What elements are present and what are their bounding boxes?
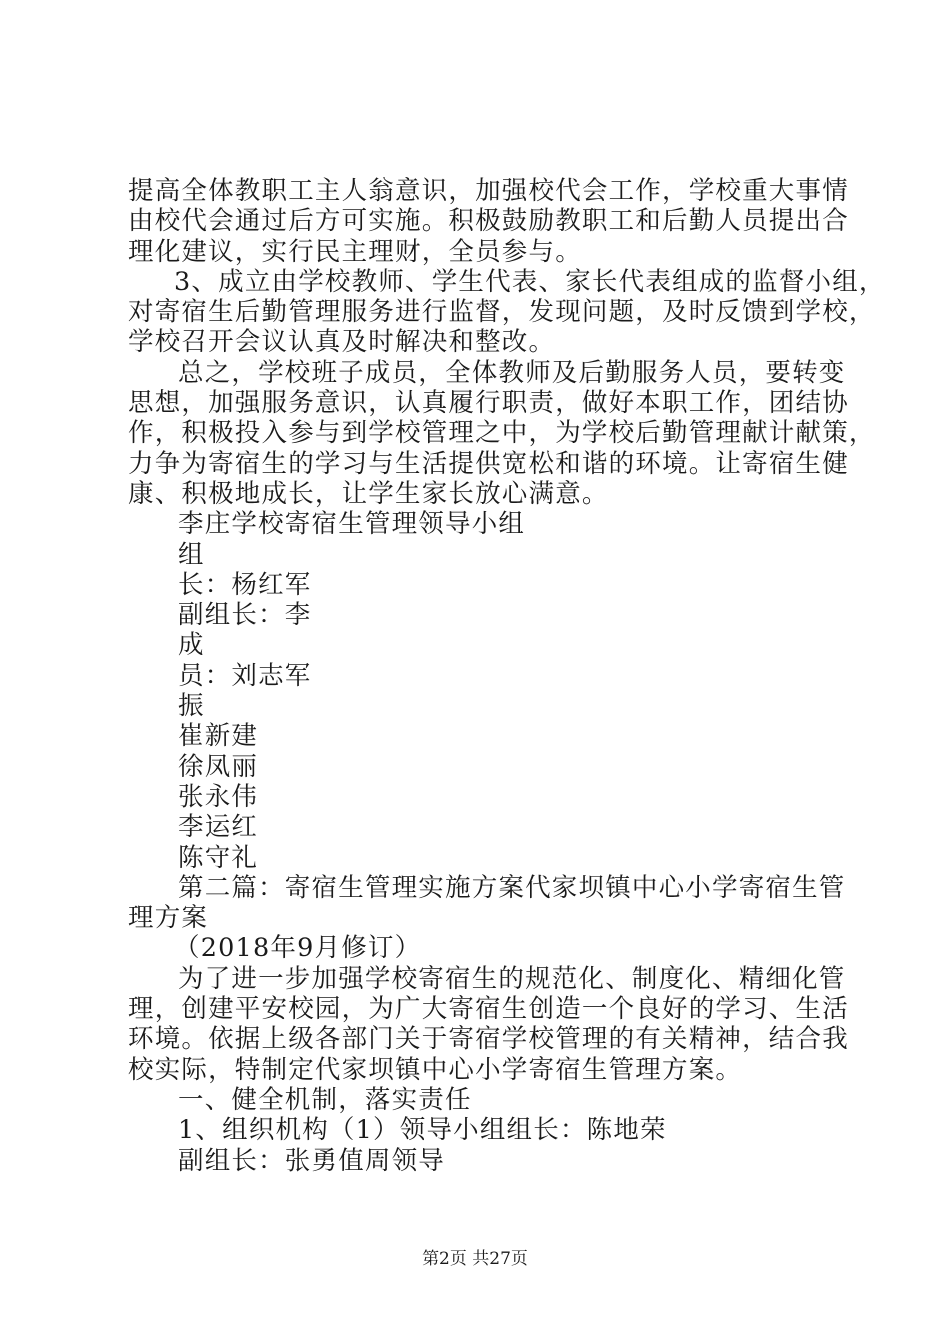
text-line: 理，创建平安校园，为广大寄宿生创造一个良好的学习、生活 [128, 994, 849, 1025]
text-line: 张永伟 [178, 781, 259, 812]
text-line: 力争为寄宿生的学习与生活提供宽松和谐的环境。让寄宿生健 [128, 448, 849, 479]
text-line: 学校召开会议认真及时解决和整改。 [128, 327, 556, 358]
text-line: 崔新建 [178, 721, 259, 752]
text-line: 陈守礼 [178, 842, 259, 873]
section-heading: 第二篇：寄宿生管理实施方案代家坝镇中心小学寄宿生管 [178, 872, 846, 903]
subsection-heading: 一、健全机制，落实责任 [178, 1084, 472, 1115]
text-line: 为了进一步加强学校寄宿生的规范化、制度化、精细化管 [178, 963, 846, 994]
text-line: 理化建议，实行民主理财，全员参与。 [128, 236, 582, 267]
revision-note: （2018年9月修订） [174, 933, 422, 964]
text-line: 李庄学校寄宿生管理领导小组 [178, 509, 526, 540]
text-line: 副组长：张勇值周领导 [178, 1145, 446, 1176]
document-body [128, 176, 886, 1176]
text-line: 提高全体教职工主人翁意识，加强校代会工作，学校重大事情 [128, 176, 849, 206]
text-line: 员：刘志军 [178, 660, 312, 691]
text-line: 副组长：李 [178, 600, 312, 631]
text-line: 理方案 [128, 903, 209, 934]
text-line: 李运红 [178, 812, 259, 843]
text-line: 思想，加强服务意识，认真履行职责，做好本职工作，团结协 [128, 388, 849, 419]
text-line: 康、积极地成长，让学生家长放心满意。 [128, 478, 609, 509]
text-line: 校实际，特制定代家坝镇中心小学寄宿生管理方案。 [128, 1054, 743, 1085]
text-line: 长：杨红军 [178, 569, 312, 600]
text-line: 总之，学校班子成员，全体教师及后勤服务人员，要转变 [178, 357, 846, 388]
text-line: 由校代会通过后方可实施。积极鼓励教职工和后勤人员提出合 [128, 206, 849, 237]
text-line: 成 [178, 630, 205, 661]
text-line: 对寄宿生后勤管理服务进行监督，发现问题，及时反馈到学校， [128, 297, 876, 328]
page-number-footer: 第2页 共27页 [422, 1249, 528, 1269]
text-line: 组 [178, 539, 205, 570]
text-line: 振 [178, 691, 205, 722]
text-line: 1、组织机构（1）领导小组组长：陈地荣 [178, 1115, 667, 1146]
text-line: 徐凤丽 [178, 751, 259, 782]
text-line: 作，积极投入参与到学校管理之中，为学校后勤管理献计献策， [128, 418, 876, 449]
text-line: 环境。依据上级各部门关于寄宿学校管理的有关精神，结合我 [128, 1024, 849, 1055]
text-line: 3、成立由学校教师、学生代表、家长代表组成的监督小组， [174, 266, 886, 297]
